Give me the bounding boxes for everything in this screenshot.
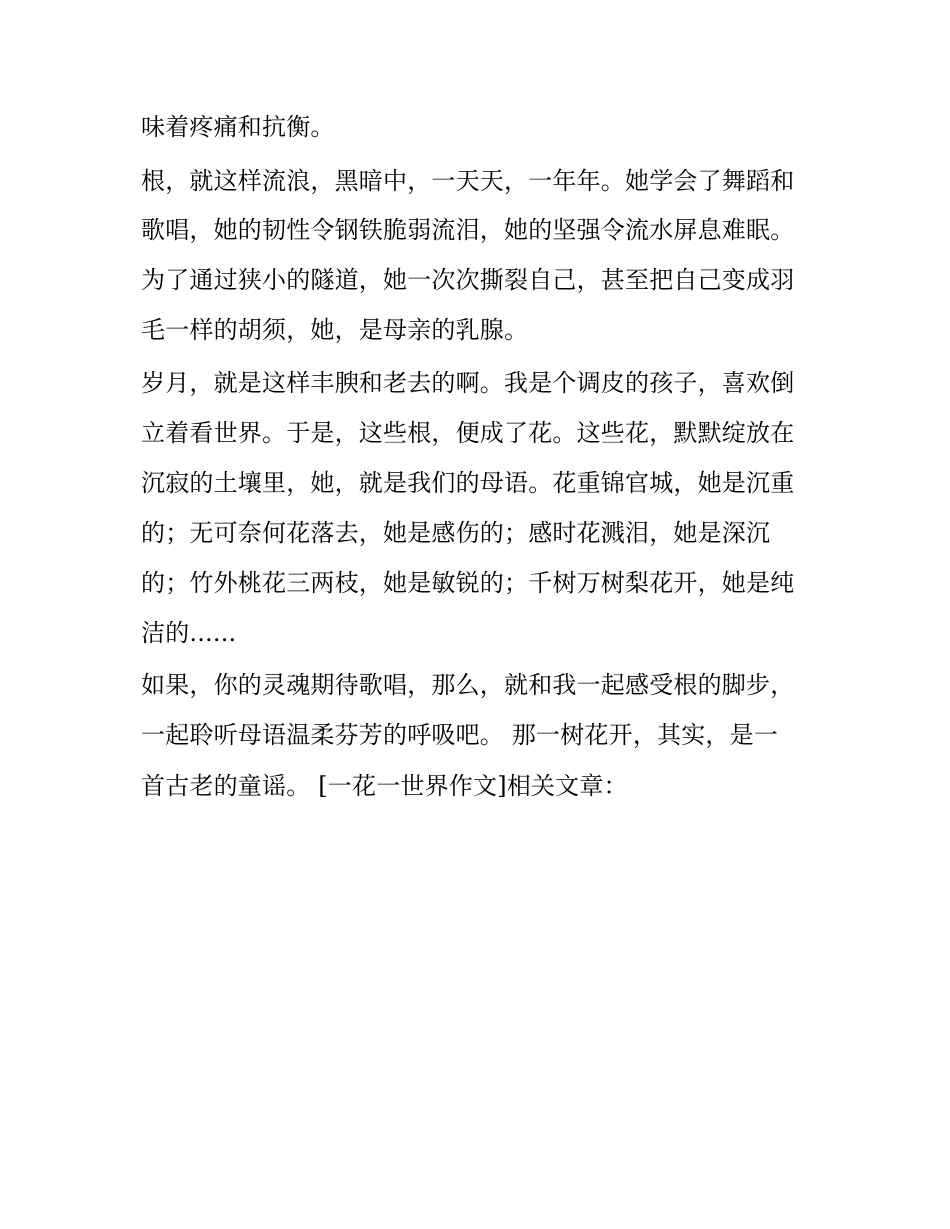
text-line: 洁的...... [141,619,237,647]
text-line: 沉寂的土壤里，她，就是我们的母语。花重锦官城，她是沉重 [141,469,795,497]
text-line: 毛一样的胡须，她，是母亲的乳腺。 [141,316,529,344]
text-line: 立着看世界。于是，这些根，便成了花。这些花，默默绽放在 [141,419,795,447]
text-line: 岁月，就是这样丰腴和老去的啊。我是个调皮的孩子，喜欢倒 [141,369,795,397]
text-line: 如果，你的灵魂期待歌唱，那么，就和我一起感受根的脚步， [141,671,795,699]
text-line: 首古老的童谣。 [一花一世界作文]相关文章： [141,772,628,800]
text-line: 一起聆听母语温柔芬芳的呼吸吧。 那一树花开，其实，是一 [141,721,779,749]
text-line: 味着疼痛和抗衡。 [141,113,335,141]
text-line: 为了通过狭小的隧道，她一次次撕裂自己，甚至把自己变成羽 [141,266,795,294]
text-line: 的；竹外桃花三两枝，她是敏锐的；千树万树梨花开，她是纯 [141,569,795,597]
text-line: 的；无可奈何花落去，她是感伤的；感时花溅泪，她是深沉 [141,519,771,547]
text-line: 歌唱，她的韧性令钢铁脆弱流泪，她的坚强令流水屏息难眠。 [141,216,795,244]
text-line: 根，就这样流浪，黑暗中，一天天，一年年。她学会了舞蹈和 [141,167,795,195]
